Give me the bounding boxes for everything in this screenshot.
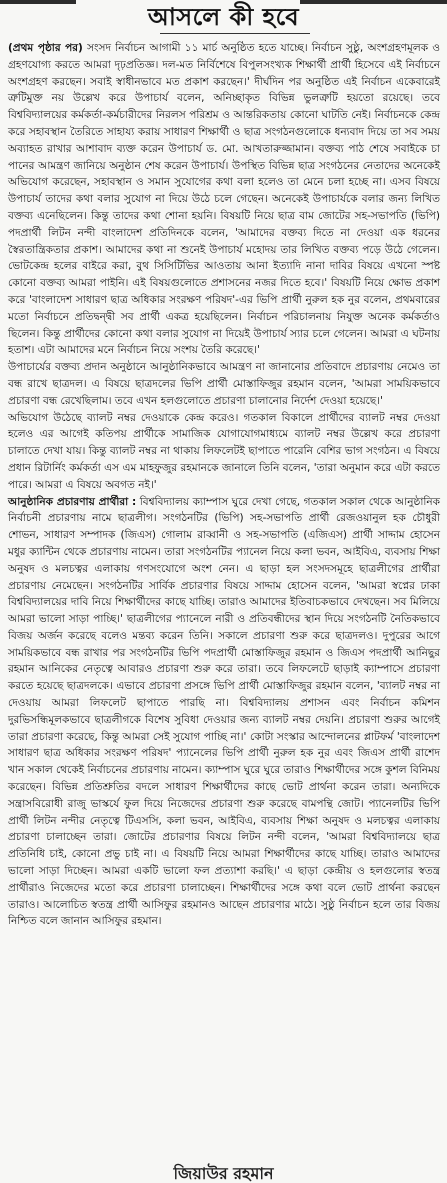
paragraph-1 [8, 40, 440, 359]
next-headline-cut: জিয়াউর রহমান [173, 1164, 274, 1183]
subheading: আনুষ্ঠানিক প্রচারণায় প্রার্থীরা : [8, 495, 137, 508]
paragraph-2: উপাচার্যের বক্তব্য প্রদান অনুষ্ঠানে আনুষ্ঠানিকভাবে আমন্ত্রণ না জানানোর প্রতিবাদে প্রচারণায় নেমেও তা বন্ধ রাখে ছাত্রদল। এ বিষয়ে ছাত্রদলের ভিপি প্রার্থী মোস্তাফিজুর রহমান বলেন, 'আমরা সাময়িকভাবে প্রচারণা বন্ধ রেখেছিলাম। তবে এখন হলগুলোতে প্রচারণা চালানোর নির্দেশ দেওয়া হয়েছে।' [8, 361, 440, 407]
paragraph-1-text: সংসদ নির্বাচন আগামী ১১ মার্চ অনুষ্ঠিত হতে যাচ্ছে। নির্বাচন সুষ্ঠু, অংশগ্রহণমূলক ও গ্রহণযোগ্য করতে আমরা দৃঢ়প্রতিজ্ঞ। দল-মত নির্বিশেষে বিপুলসংখ্যক শিক্ষার্থী প্রার্থী হিসেবে এই নির্বাচনে অংশগ্রহণ করছেন। সবাই স্বাধীনভাবে মত প্রকাশ করছেন।' দীর্ঘদিন পর অনুষ্ঠিত এই নির্বাচন একেবারেই ত্রুটিমুক্ত নয় উল্লেখ করে উপাচার্য বলেন, অনিচ্ছাকৃত বিভিন্ন ভুলত্রুটি হয়তো রয়েছে। তবে বিশ্ববিদ্যালয়ের কর্মকর্তা-কর্মচারীদের নিরলস পরিশ্রম ও আন্তরিকতায় কোনো ঘাটতি নেই। নির্বাচনকে কেন্দ্র করে সহাবস্থান তৈরিতে সাহায্য করায় সাধারণ শিক্ষার্থী ও ছাত্র সংগঠনগুলোকে ধন্যবাদ দিয়ে তা সব সময় অব্যাহত রাখার আশাবাদ ব্যক্ত করেন উপাচার্য ড. মো. আখতারুজ্জামান। বক্তব্য পাঠ শেষে সবাইকে চা পানের আমন্ত্রণ জানিয়ে অনুষ্ঠান শেষ করেন উপাচার্য। উপস্থিত বিভিন্ন ছাত্র সংগঠনের নেতাদের অনেকেই অভিযোগ করেছেন, সহাবস্থান ও সমান সুযোগের কথা বলা হলেও তা মেনে চলা হচ্ছে না। এসব বিষয়ে উপাচার্য তাদের কথা বলার সুযোগ না দিয়ে উঠে চলে গেছেন। অনেকেই উপাচার্যকে বলার জন্য লিখিত বক্তব্য এনেছিলেন। কিন্তু তাদের কথা শোনা হয়নি। বিষয়টি নিয়ে ছাত্র বাম জোটের সহ-সভাপতি (ভিপি) পদপ্রার্থী লিটন নন্দী বাংলাদেশ প্রতিদিনকে বলেন, 'আমাদের বক্তব্য দিতে না দেওয়া এক ধরনের স্বৈরতান্ত্রিকতার প্রকাশ। আমাদের কথা না শুনেই উপাচার্য মহোদয় তার লিখিত বক্তব্য পড়ে উঠে গেলেন। ভোটকেন্দ্র হলের বাইরে করা, বুথ সিসিটিভির আওতায় আনা ইত্যাদি নানা দাবির বিষয়ে এখনো স্পষ্ট কোনো বক্তব্য আমরা পাইনি। এই বিষয়গুলোতে প্রশাসনের নজর দিতে হবে।' বিষয়টি নিয়ে ক্ষোভ প্রকাশ করে 'বাংলাদেশ সাধারণ ছাত্র অধিকার সংরক্ষণ পরিষদ'-এর ভিপি প্রার্থী নুরুল হক নুর বলেন, প্রথমবারের মতো নির্বাচনে প্রতিদ্বন্দ্বী সব প্রার্থী একত্র হয়েছিলেন। নির্বাচন পরিচালনায় নিযুক্ত অনেক কর্মকর্তাও ছিলেন। কিন্তু প্রার্থীদের কোনো কথা বলার সুযোগ না দিয়েই উপাচার্য স্যার চলে গেলেন। আমরা এ ঘটনায় হতাশ। এটা আমাদের মনে নির্বাচন নিয়ে সংশয় তৈরি করেছে।' [8, 42, 440, 357]
paragraph-4 [8, 494, 440, 931]
paragraph-4-text: বিশ্ববিদ্যালয় ক্যাম্পাস ঘুরে দেখা গেছে, গতকাল সকাল থেকে আনুষ্ঠানিক নির্বাচনী প্রচারণায় নামে ছাত্রলীগ। সংগঠনটির (ভিপি) সহ-সভাপতি প্রার্থী রেজওয়ানুল হক চৌধুরী শোভন, সাধারণ সম্পাদক (জিএস) গোলাম রাব্বানী ও সহ-সভাপতি (এজিএস) প্রার্থী সাদ্দাম হোসেন মধুর ক্যান্টিন থেকে প্রচারণায় নামেন। তারা সংগঠনটির প্যানেল নিয়ে কলা ভবন, আইবিএ, ব্যবসায় শিক্ষা অনুষদ ও মলচত্বর এলাকায় গণসংযোগে অংশ নেন। এ ছাড়া হল সংসদসমূহে ছাত্রলীগের প্রার্থীরা প্রচারণায় নেমেছেন। সংগঠনটির সার্বিক প্রচারণার বিষয়ে সাদ্দাম হোসেন বলেন, 'আমরা স্বপ্নের ঢাকা বিশ্ববিদ্যালয়ের দাবি নিয়ে শিক্ষার্থীদের কাছে যাচ্ছি। তারাও আমাদের ইতিবাচকভাবে দেখছেন। সব মিলিয়ে আমরা ভালো সাড়া পাচ্ছি।' ছাত্রলীগের প্যানেলে নারী ও প্রতিবন্ধীদের স্থান দিয়ে সংগঠনটি নৈতিকভাবে বিজয় অর্জন করেছে বলেও মন্তব্য করেন তিনি। সকালে প্রচারণা শুরু করে ছাত্রদলও। দুপুরের আগে সাময়িকভাবে বন্ধ রাখার পর সংগঠনটির ভিপি পদপ্রার্থী মোস্তাফিজুর রহমান ও জিএস পদপ্রার্থী আনিছুর রহমান আনিকের নেতৃত্বে আবারও প্রচারণা শুরু করে তারা। তবে লিফলেটে ছাড়াই ক্যাম্পাসে প্রচারণা করতে হয়েছে ছাত্রদলকে। এভাবে প্রচারণা প্রসঙ্গে ভিপি প্রার্থী মোস্তাফিজুর রহমান বলেন, 'ব্যালট নম্বর না দেওয়ায় আমরা লিফলেট ছাপাতে পারছি না। বিশ্ববিদ্যালয় প্রশাসন এবং নির্বাচন কমিশন দুরভিসন্ধিমূলকভাবে ছাত্রলীগকে বিশেষ সুবিধা দেওয়ার জন্য ব্যালট নম্বর দেয়নি। প্রচারণা শুরুর আগেই তারা প্রচারণা করেছে, কিন্তু আমরা সেই সুযোগ পাচ্ছি না।' কোটা সংস্কার আন্দোলনের প্লাটফর্ম 'বাংলাদেশ সাধারণ ছাত্র অধিকার সংরক্ষণ পরিষদ' প্যানেলের ভিপি প্রার্থী নুরুল হক নুর এবং জিএস প্রার্থী রাশেদ খান সকাল থেকেই নির্বাচনের প্রচারণায় নামেন। ক্যাম্পাস ঘুরে ঘুরে তারাও শিক্ষার্থীদের সঙ্গে কুশল বিনিময় করেছেন। বিভিন্ন প্রতিশ্রুতির বদলে সাধারণ শিক্ষার্থীদের কাছে ভোট প্রার্থনা করেন তারা। অন্যদিকে সন্ত্রাসবিরোধী রাজু ভাস্কর্যে ফুল দিয়ে নিজেদের প্রচারণা শুরু করেছে বামপন্থি জোট। প্যানেলটির ভিপি প্রার্থী লিটন নন্দীর নেতৃত্বে টিএসসি, কলা ভবন, আইবিএ, ব্যবসায় শিক্ষা অনুষদ ও মলচত্বর এলাকায় প্রচারণা চালাচ্ছেন তারা। জোটের প্রচারণার বিষয়ে লিটন নন্দী বলেন, 'আমরা বিশ্ববিদ্যালয়ে ছাত্র প্রতিনিধি চাই, কোনো প্রভু চাই না। এ বিষয়টি নিয়ে আমরা শিক্ষার্থীদের কাছে যাচ্ছি। তারাও আমাদের ভালো সাড়া দিচ্ছেন। আমরা একটি ভালো ফল প্রত্যাশা করছি।' এ ছাড়া কেন্দ্রীয় ও হলগুলোর স্বতন্ত্র প্রার্থীরাও নিজেদের মতো করে প্রচারণা চালাচ্ছেন। শিক্ষার্থীদের সঙ্গে কথা বলে ভোট প্রার্থনা করছেন তারাও। আলোচিত স্বতন্ত্র প্রার্থী আসিফুর রহমানও আছেন প্রচারণার মাঠে। সুষ্ঠু নির্বাচন হলে তার বিজয় নিশ্চিত বলে জানান আসিফুর রহমান। [8, 495, 440, 928]
headline: আসলে কী হবে [147, 3, 300, 31]
paragraph-3: অভিযোগ উঠেছে ব্যালট নম্বর দেওয়াকে কেন্দ্র করেও। গতকাল বিকালে প্রার্থীদের ব্যালট নম্বর দেওয়া হলেও এর আগেই কতিপয় প্রার্থীকে সামাজিক যোগাযোগমাধ্যমে ব্যালট নম্বর উল্লেখ করে প্রচারণা চালাতে দেখা যায়। কিন্তু ব্যালট নম্বর না থাকায় লিফলেটই ছাপাতে পারেনি বেশির ভাগ সংগঠন। এ বিষয়ে প্রধান রিটার্নিং কর্মকর্তা এস এম মাহফুজুর রহমানকে জানালে তিনি বলেন, 'তারা অনুমান করে এটা করতে পারে। আমরা এ বিষয়ে অবগত নই।' [8, 411, 440, 491]
headline-underline [160, 33, 310, 34]
article-body [8, 40, 440, 930]
lead-tag: (প্রথম পৃষ্ঠার পর) [8, 42, 83, 54]
